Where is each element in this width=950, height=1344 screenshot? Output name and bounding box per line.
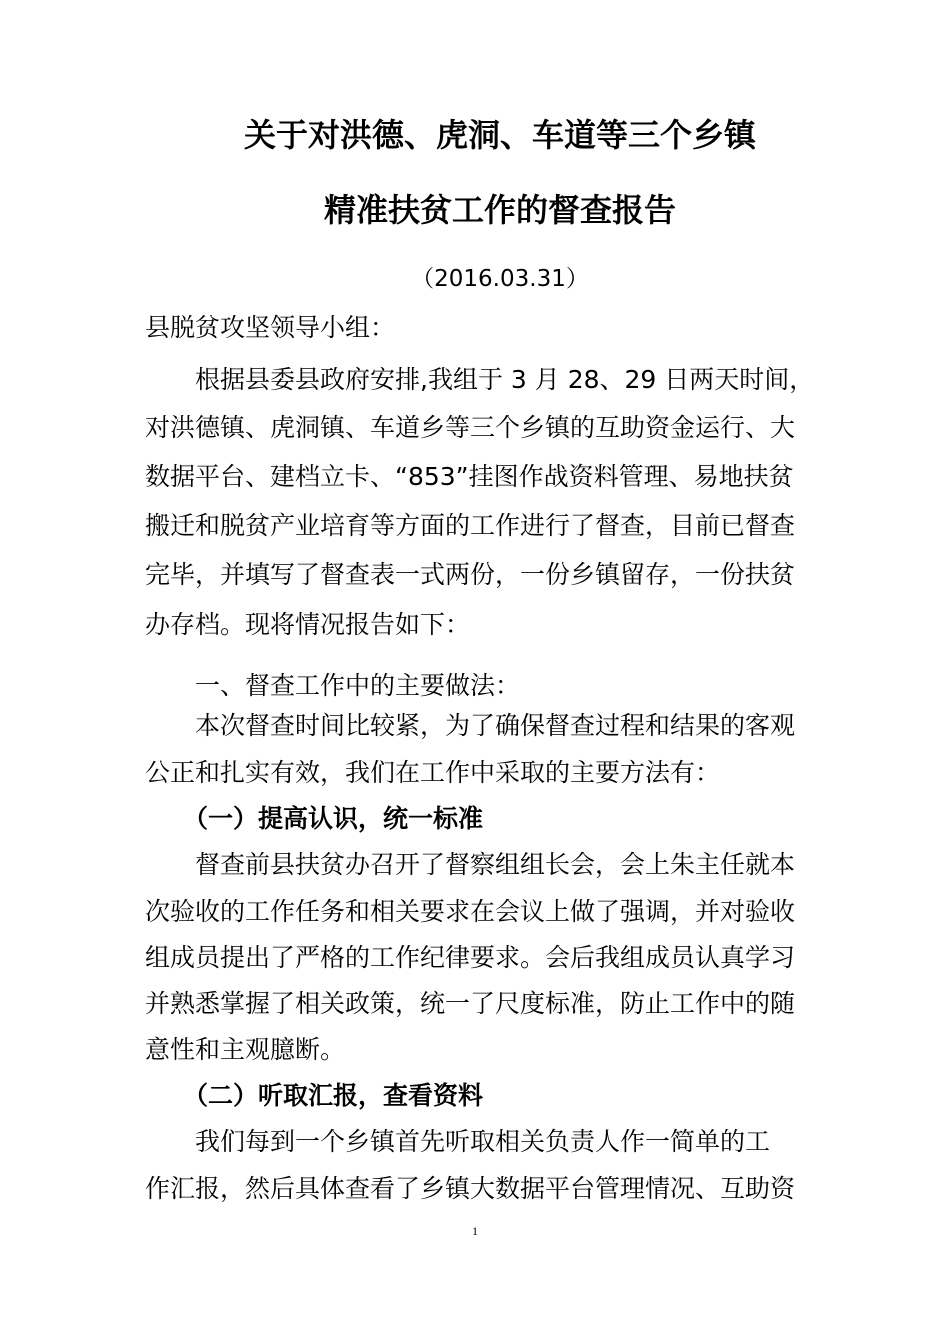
title-line-2: 精准扶贫工作的督查报告 xyxy=(323,191,676,229)
subsection-heading: （一）提高认识，统一标准 xyxy=(183,804,484,833)
paragraph-line: 意性和主观臆断。 xyxy=(145,1035,346,1064)
paragraph-line: 我们每到一个乡镇首先听取相关负责人作一简单的工 xyxy=(195,1127,771,1156)
paragraph-line: 作汇报，然后具体查看了乡镇大数据平台管理情况、互助资 xyxy=(145,1174,796,1203)
subsection-heading: （二）听取汇报，查看资料 xyxy=(183,1081,484,1110)
paragraph-line: 公正和扎实有效，我们在工作中采取的主要方法有： xyxy=(145,758,721,787)
paragraph-line: 数据平台、建档立卡、“853”挂图作战资料管理、易地扶贫 xyxy=(145,462,794,491)
paragraph-line: 组成员提出了严格的工作纪律要求。会后我组成员认真学习 xyxy=(145,943,796,972)
paragraph-line: 办存档。现将情况报告如下： xyxy=(145,610,471,639)
paragraph-line: 本次督查时间比较紧，为了确保督查过程和结果的客观 xyxy=(195,711,796,740)
title-line-1: 关于对洪德、虎洞、车道等三个乡镇 xyxy=(243,116,756,154)
page-number: 1 xyxy=(472,1224,478,1238)
paragraph-line: 次验收的工作任务和相关要求在会议上做了强调，并对验收 xyxy=(145,897,796,926)
salutation: 县脱贫攻坚领导小组： xyxy=(145,313,396,342)
report-date: （2016.03.31） xyxy=(411,266,589,292)
paragraph-line: 根据县委县政府安排,我组于 3 月 28、29 日两天时间， xyxy=(195,365,815,394)
paragraph-line: 对洪德镇、虎洞镇、车道乡等三个乡镇的互助资金运行、大 xyxy=(145,413,796,442)
paragraph-line: 督查前县扶贫办召开了督察组组长会，会上朱主任就本 xyxy=(195,850,796,879)
paragraph-line: 搬迁和脱贫产业培育等方面的工作进行了督查，目前已督查 xyxy=(145,511,796,540)
paragraph-line: 完毕，并填写了督查表一式两份，一份乡镇留存，一份扶贫 xyxy=(145,560,796,589)
section-heading: 一、督查工作中的主要做法： xyxy=(195,671,521,700)
paragraph-line: 并熟悉掌握了相关政策，统一了尺度标准，防止工作中的随 xyxy=(145,989,796,1018)
